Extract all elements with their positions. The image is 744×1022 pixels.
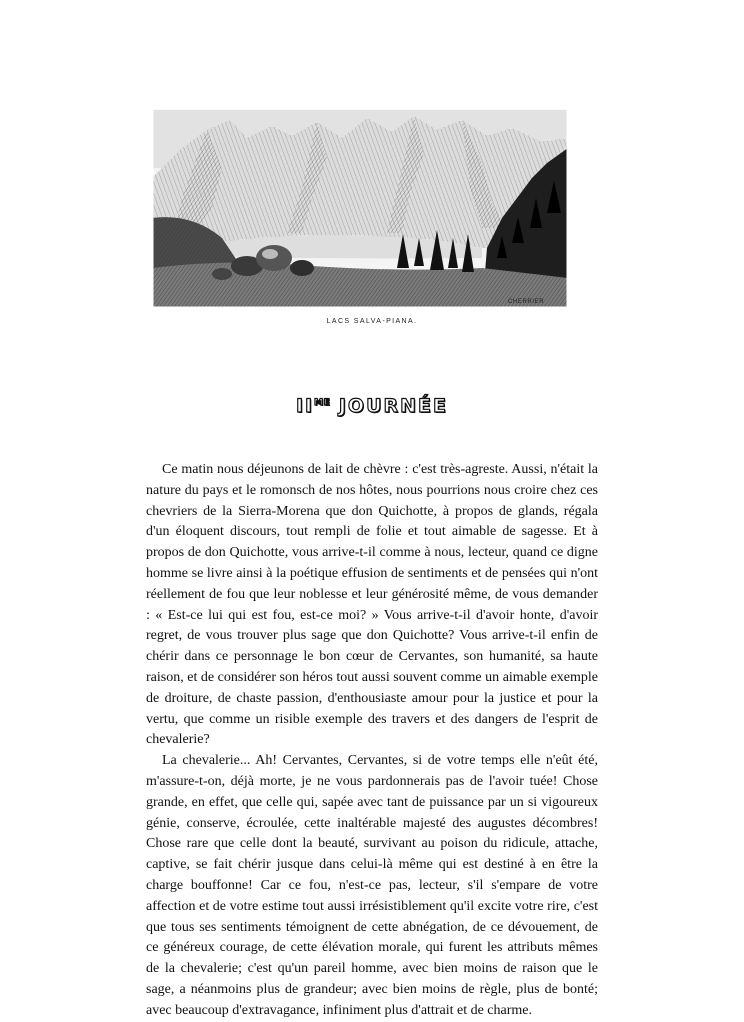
lake-mountain-engraving bbox=[152, 108, 568, 308]
chapter-title: JOURNÉE bbox=[338, 395, 448, 417]
chapter-numeral: II bbox=[295, 395, 315, 417]
engraver-signature: CHERRIER bbox=[508, 299, 545, 305]
paragraph: Ce matin nous déjeunons de lait de chèvre : c'est très-agreste. Aussi, n'était la nature du pays et le romonsch de nos hôtes, nous pourrions nous croire chez ces chevriers de la Sierra-Morena que don Quichotte, à propos de glands, régala d'un éloquent discours, tout rempli de folie et tout aimable de sagesse. Et à propos de don Quichotte, vous arrive-t-il comme à nous, lecteur, quand ce digne homme se livre ainsi à la poétique effusion de sentiments et de pensées qui n'ont réellement de fou que leur noblesse et leur générosité même, de vous demander : « Est-ce lui qui est fou, est-ce moi? » Vous arrive-t-il d'avoir honte, d'avoir regret, de vous trouver plus sage que don Quichotte? Vous arrive-t-il enfin de chérir dans ce personnage le bon cœur de Cervantes, son humanité, sa haute raison, et de considérer son héros tout aussi souvent comme un aimable exemple de droiture, de chaste passion, d'enthousiaste amour pour la justice et pour la vertu, que comme un risible exemple des travers et des dangers de l'esprit de chevalerie? bbox=[146, 462, 598, 748]
paragraph: La chevalerie... Ah! Cervantes, Cervantes, si de votre temps elle n'eût été, m'assure-t-on, déjà morte, je ne vous pardonnerais pas de l'avoir tuée! Chose grande, en effet, que celle qui, sapée avec tant de puissance par un si vigoureux génie, conserve, écroulée, cette inaltérable majesté des augustes décombres! Chose rare que celle dont la beauté, survivant au poison du ridicule, attache, captive, se fait chérir jusque dans celui-là même qui est destiné à en être la charge bouffonne! Car ce fou, n'est-ce pas, lecteur, s'il s'empare de votre affection et de votre estime tout aussi irrésistiblement qu'il excite votre rire, c'est que tous ses sentiments témoignent de cette abnégation, de ce dévouement, de ce généreux courage, de cette élévation morale, qui furent les attributs mêmes de la chevalerie; c'est qu'un pareil homme, avec bien moins de raison que le sage, a néanmoins plus de grandeur; avec bien moins de règle, plus de bonté; avec beaucoup d'extravagance, infiniment plus d'attrait et de charme. bbox=[146, 753, 598, 1018]
chapter-heading bbox=[0, 395, 744, 417]
body-text bbox=[146, 460, 598, 1022]
chapter-ordinal-suffix: ME bbox=[314, 398, 331, 408]
illustration-caption: LACS SALVA-PIANA. bbox=[326, 318, 418, 325]
